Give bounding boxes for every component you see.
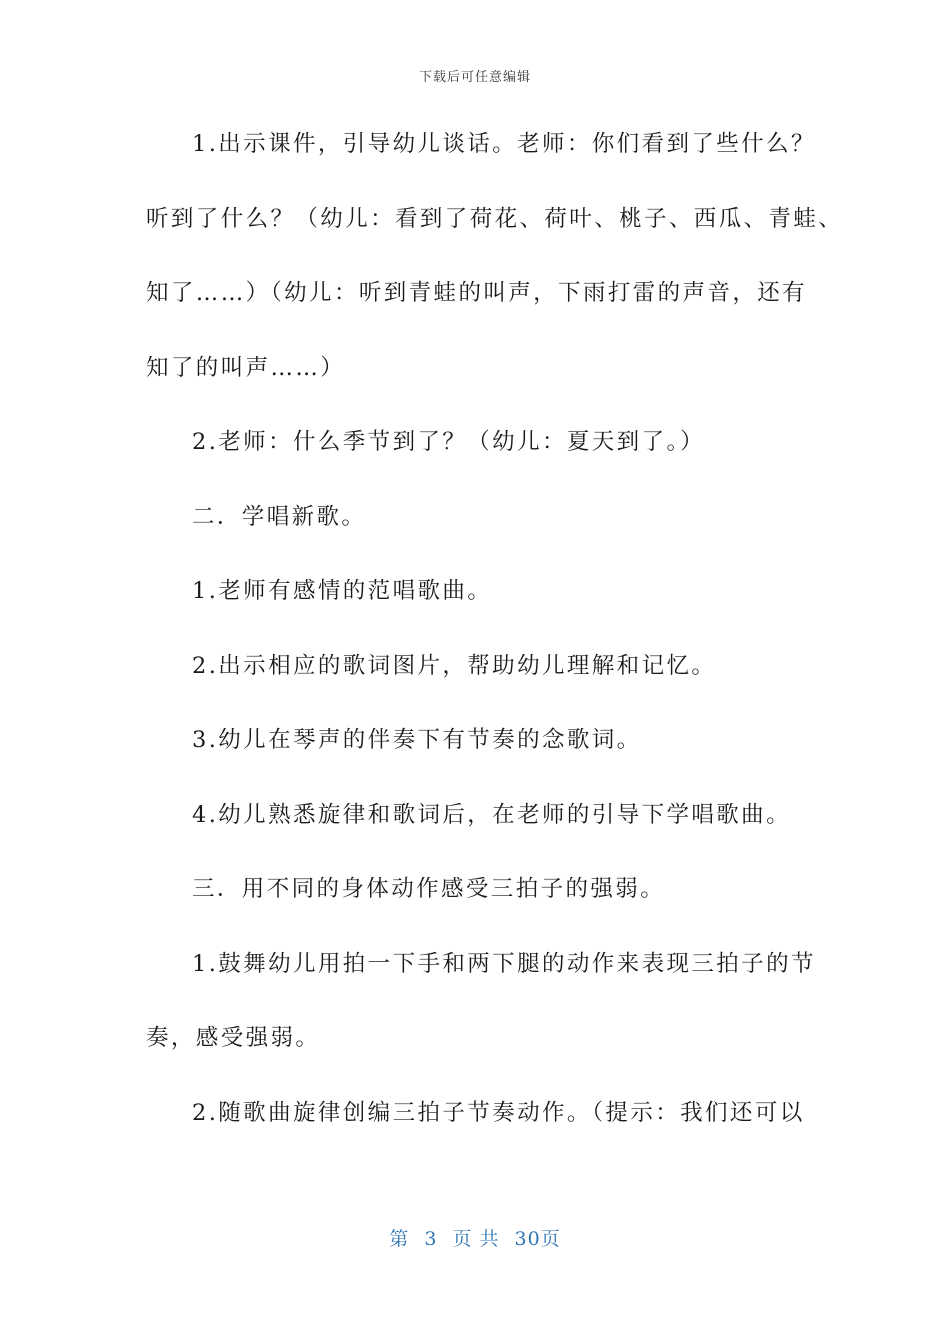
footer-page-label: 第 (389, 1228, 410, 1250)
paragraph-line: 2.出示相应的歌词图片，帮助幼儿理解和记忆。 (192, 652, 717, 679)
paragraph-line: 知了的叫声……） (146, 354, 346, 381)
paragraph-line: 1.鼓舞幼儿用拍一下手和两下腿的动作来表现三拍子的节 (192, 950, 816, 977)
page-header: 下载后可任意编辑 (418, 70, 531, 85)
paragraph-line: 奏，感受强弱。 (146, 1025, 321, 1051)
paragraph-line: 4.幼儿熟悉旋律和歌词后，在老师的引导下学唱歌曲。 (192, 801, 791, 828)
footer-total-pages: 30页 (514, 1228, 561, 1250)
footer-of-label: 页 共 (452, 1228, 500, 1250)
page-footer (0, 1224, 950, 1251)
paragraph-line: 3.幼儿在琴声的伴奏下有节奏的念歌词。 (192, 727, 642, 753)
paragraph-line: 2.老师：什么季节到了？（幼儿：夏天到了。） (192, 429, 706, 455)
footer-current-page: 3 (424, 1228, 438, 1250)
paragraph-line: 知了……）（幼儿：听到青蛙的叫声，下雨打雷的声音，还有 (146, 280, 808, 306)
section-heading: 三．用不同的身体动作感受三拍子的强弱。 (192, 876, 666, 902)
document-body (146, 122, 844, 1165)
section-heading: 二．学唱新歌。 (192, 503, 367, 530)
paragraph-line: 1.老师有感情的范唱歌曲。 (192, 578, 493, 604)
paragraph-line: 1.出示课件，引导幼儿谈话。老师：你们看到了些什么？ (192, 131, 816, 157)
paragraph-line: 听到了什么？（幼儿：看到了荷花、荷叶、桃子、西瓜、青蛙、 (146, 205, 844, 232)
paragraph-line: 2.随歌曲旋律创编三拍子节奏动作。（提示：我们还可以 (192, 1099, 805, 1126)
